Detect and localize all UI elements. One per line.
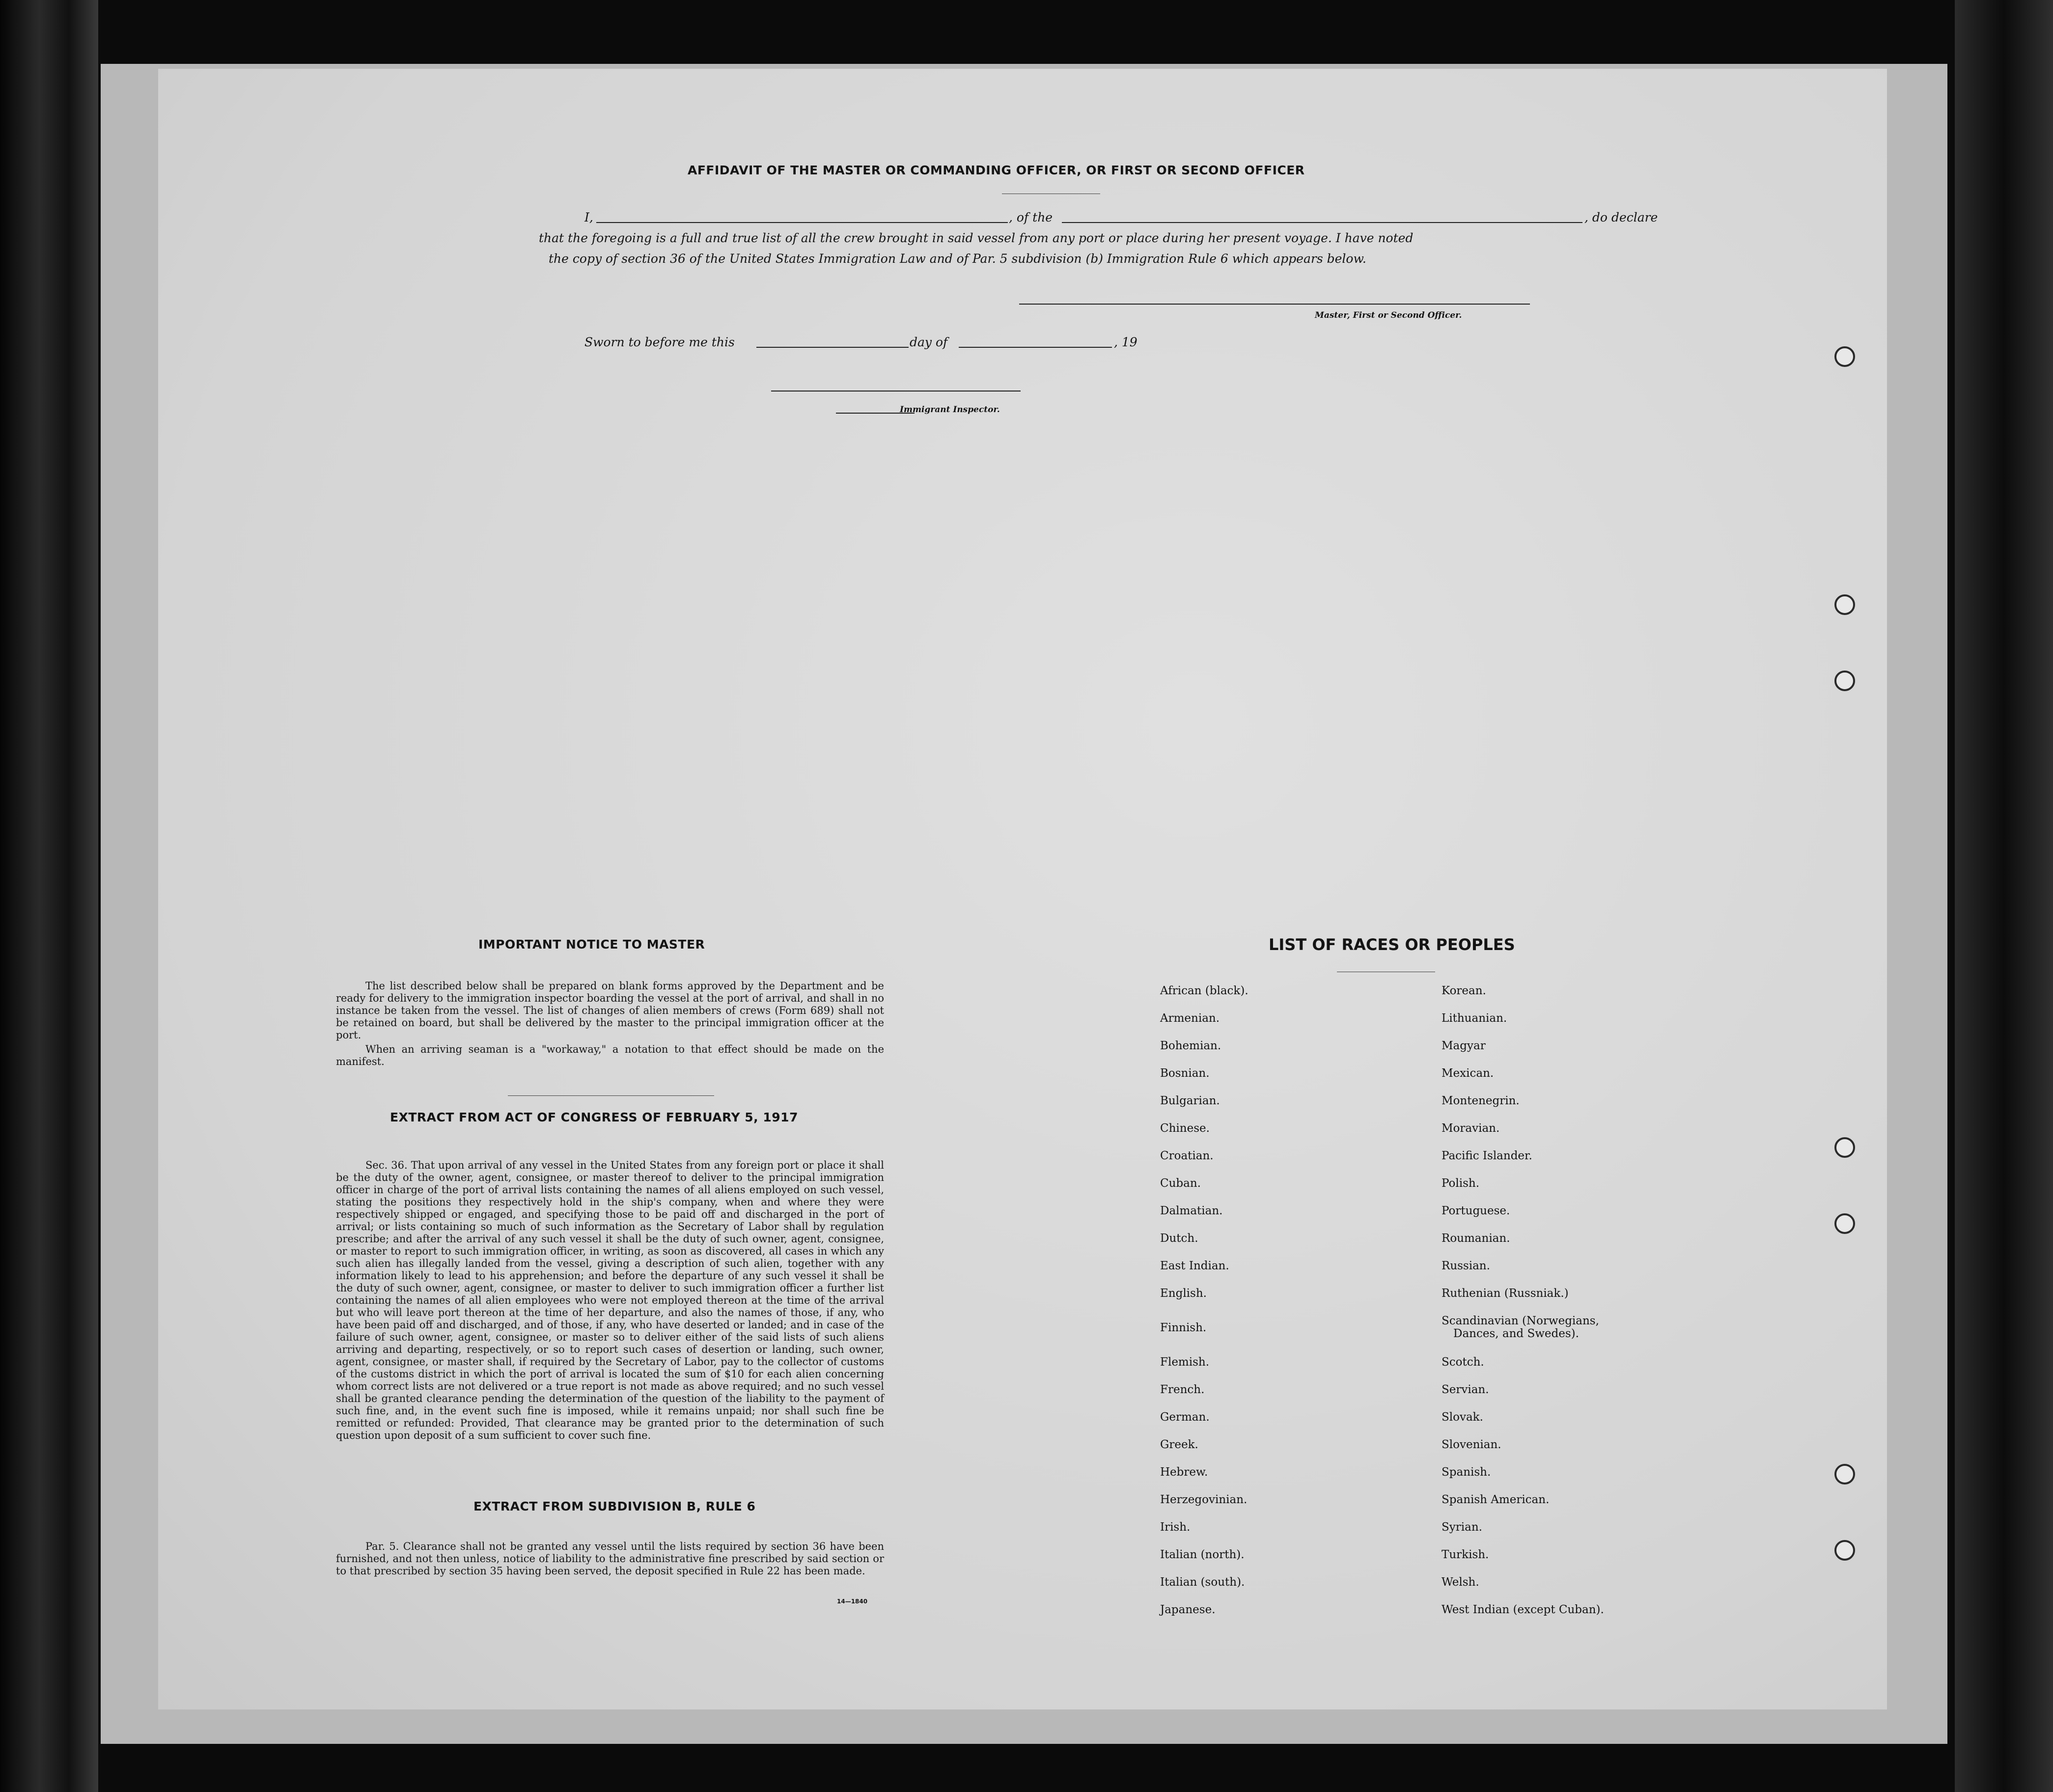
race-item: Portuguese. — [1442, 1204, 1510, 1217]
race-item: Italian (north). — [1160, 1548, 1245, 1561]
race-item: Chinese. — [1160, 1122, 1210, 1135]
document-page — [158, 69, 1887, 1709]
extract-act-body — [336, 1159, 884, 1444]
race-item: Hebrew. — [1160, 1466, 1208, 1479]
race-item: Spanish American. — [1442, 1493, 1550, 1506]
sworn-month-blank — [959, 347, 1112, 348]
race-item: Slovenian. — [1442, 1438, 1501, 1451]
race-item: Bohemian. — [1160, 1039, 1221, 1052]
race-item: Croatian. — [1160, 1149, 1214, 1162]
race-item: Welsh. — [1442, 1576, 1479, 1589]
race-item: Mexican. — [1442, 1067, 1494, 1080]
race-item: Lithuanian. — [1442, 1012, 1507, 1025]
race-item: Syrian. — [1442, 1521, 1482, 1534]
punch-hole-icon — [1834, 1213, 1855, 1234]
signature-caption: Master, First or Second Officer. — [1315, 310, 1462, 320]
punch-hole-icon — [1834, 1137, 1855, 1158]
race-item: German. — [1160, 1411, 1210, 1424]
extract-rule-title: EXTRACT FROM SUBDIVISION B, RULE 6 — [473, 1499, 756, 1513]
sworn-middle: day of — [910, 335, 948, 349]
race-item: English. — [1160, 1287, 1207, 1300]
race-item: Japanese. — [1160, 1603, 1216, 1616]
race-item: West Indian (except Cuban). — [1442, 1603, 1604, 1616]
race-item: Armenian. — [1160, 1012, 1220, 1025]
binder-right-edge — [1955, 0, 2053, 1792]
notice-title: IMPORTANT NOTICE TO MASTER — [478, 937, 705, 952]
race-item: Slovak. — [1442, 1411, 1483, 1424]
race-item: Irish. — [1160, 1521, 1191, 1534]
race-item: Scotch. — [1442, 1356, 1484, 1369]
race-item: Ruthenian (Russniak.) — [1442, 1287, 1569, 1300]
sworn-day-blank — [756, 347, 909, 348]
race-item: Montenegrin. — [1442, 1094, 1520, 1107]
extract-act-title: EXTRACT FROM ACT OF CONGRESS OF FEBRUARY 5, 1917 — [390, 1110, 798, 1124]
affidavit-line1-prefix: I, — [584, 210, 593, 224]
sworn-prefix: Sworn to before me this — [584, 335, 735, 349]
rule-6-text: Par. 5. Clearance shall not be granted any vessel until the lists required by section 36 have been furnished, and not then unless, notice of liability to the administrative fine prescribed by said section or to that prescribed by section 35 having been served, the deposit specified in Rule 22 has been made. — [336, 1540, 884, 1577]
officer-name-blank — [596, 222, 1008, 223]
affidavit-title: AFFIDAVIT OF THE MASTER OR COMMANDING OFFICER, OR FIRST OR SECOND OFFICER — [688, 163, 1305, 177]
affidavit-line3: the copy of section 36 of the United States Immigration Law and of Par. 5 subdivision (b) Immigration Rule 6 which appears below. — [549, 252, 1366, 266]
race-item-line: Scandinavian (Norwegians, — [1442, 1315, 1599, 1327]
notice-body — [336, 980, 884, 1070]
race-item: Cuban. — [1160, 1177, 1201, 1190]
punch-hole-icon — [1834, 1464, 1855, 1484]
punch-hole-icon — [1834, 346, 1855, 367]
extract-rule-body — [336, 1540, 884, 1579]
affidavit-line1-middle: , of the — [1009, 210, 1053, 224]
vessel-name-blank — [1062, 222, 1582, 223]
race-item-line: Dances, and Swedes). — [1453, 1327, 1579, 1340]
notice-paragraph: When an arriving seaman is a "workaway," a notation to that effect should be made on the manifest. — [336, 1043, 884, 1067]
race-item: Magyar — [1442, 1039, 1486, 1052]
race-item: Moravian. — [1442, 1122, 1500, 1135]
sworn-suffix: , 19 — [1114, 335, 1137, 349]
race-item: French. — [1160, 1383, 1205, 1396]
form-number: 14—1840 — [837, 1598, 868, 1605]
race-item: Korean. — [1442, 984, 1486, 997]
race-item: Russian. — [1442, 1260, 1490, 1272]
affidavit-line1-suffix: , do declare — [1584, 210, 1658, 224]
race-item: Roumanian. — [1442, 1232, 1510, 1245]
affidavit-line2: that the foregoing is a full and true list of all the crew brought in said vessel from any port or place during her present voyage. I have noted — [539, 231, 1414, 245]
race-item: Flemish. — [1160, 1356, 1210, 1369]
race-item: African (black). — [1160, 984, 1248, 997]
race-item: Bosnian. — [1160, 1067, 1210, 1080]
divider — [508, 1095, 714, 1096]
race-item: Turkish. — [1442, 1548, 1489, 1561]
punch-hole-icon — [1834, 1540, 1855, 1561]
race-item: Bulgarian. — [1160, 1094, 1220, 1107]
race-item: Servian. — [1442, 1383, 1489, 1396]
race-item: Dalmatian. — [1160, 1204, 1223, 1217]
race-item: Greek. — [1160, 1438, 1198, 1451]
binder-left-edge — [0, 0, 98, 1792]
race-item: Pacific Islander. — [1442, 1149, 1532, 1162]
signature-line — [1019, 304, 1530, 305]
races-title: LIST OF RACES OR PEOPLES — [1269, 935, 1515, 954]
punch-hole-icon — [1834, 671, 1855, 691]
race-item: Italian (south). — [1160, 1576, 1245, 1589]
race-item — [1442, 1315, 1648, 1340]
inspector-caption: Immigrant Inspector. — [900, 405, 1000, 415]
punch-hole-icon — [1834, 594, 1855, 615]
race-item: Polish. — [1442, 1177, 1480, 1190]
race-item: Dutch. — [1160, 1232, 1198, 1245]
race-item: Finnish. — [1160, 1321, 1207, 1334]
race-item: Spanish. — [1442, 1466, 1491, 1479]
race-item: East Indian. — [1160, 1260, 1229, 1272]
notice-paragraph: The list described below shall be prepared on blank forms approved by the Department and be ready for delivery to the immigration inspector boarding the vessel at the port of arrival, and shall in no instance be taken from the vessel. The list of changes of alien members of crews (Form 689) shall not be retained on board, but shall be delivered by the master to the principal immigration officer at the port. — [336, 980, 884, 1041]
race-item: Herzegovinian. — [1160, 1493, 1248, 1506]
section-36-text: Sec. 36. That upon arrival of any vessel in the United States from any foreign port or place it shall be the duty of the owner, agent, consignee, or master thereof to deliver to the principal immigration officer in charge of the port of arrival lists containing the names of all aliens employed on such vessel, stating the positions they respectively hold in the ship's company, when and where they were respectively shipped or engaged, and specifying those to be paid off and discharged in the port of arrival; or lists containing so much of such information as the Secretary of Labor shall by regulation prescribe; and after the arrival of any such vessel it shall be the duty of such owner, agent, consignee, or master to report to such immigration officer, in writing, as soon as discovered, all cases in which any such alien has illegally landed from the vessel, giving a description of such alien, together with any information likely to lead to his apprehension; and before the departure of any such vessel it shall be the duty of such owner, agent, consignee, or master to deliver to such immigration officer a further list containing the names of all alien employees who were not employed thereon at the time of the arrival but who will leave port thereon at the time of her departure, and also the names of those, if any, who have been paid off and discharged, and of those, if any, who have deserted or landed; and in case of the failure of such owner, agent, consignee, or master so to deliver either of the said lists of such aliens arriving and departing, respectively, or so to report such cases of desertion or landing, such owner, agent, consignee, or master shall, if required by the Secretary of Labor, pay to the collector of customs of the customs district in which the port of arrival is located the sum of $10 for each alien concerning whom correct lists are not delivered or a true report is not made as above required; and no such vessel shall be granted clearance pending the determination of the question of the liability to the payment of such fine, and, in the event such fine is imposed, while it remains unpaid; nor shall such fine be remitted or refunded: Provided, That clearance may be granted prior to the determination of such question upon deposit of a sum sufficient to cover such fine. — [336, 1159, 884, 1441]
inspector-signature-line — [771, 391, 1021, 392]
